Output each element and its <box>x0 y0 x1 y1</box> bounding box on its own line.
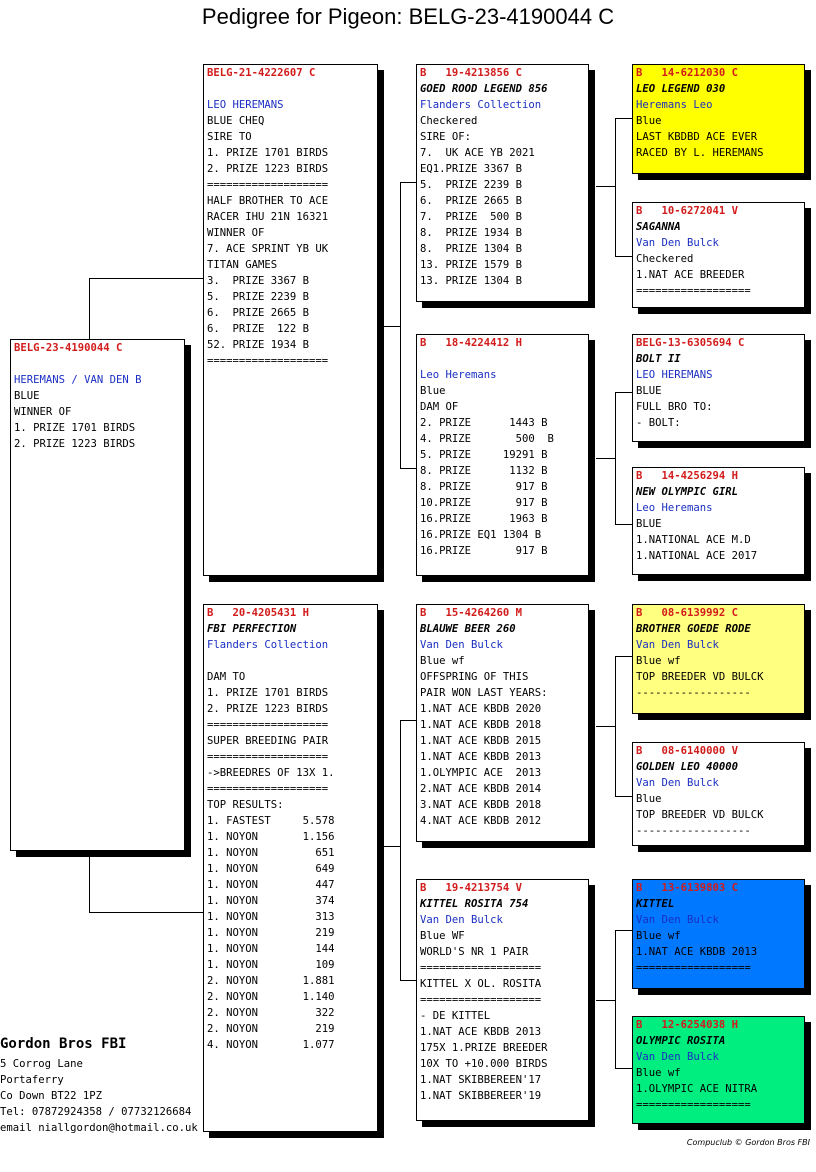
subject-card <box>10 339 185 851</box>
card-line: 16.PRIZE EQ1 1304 B <box>420 529 542 541</box>
card-line: LAST KBDBD ACE EVER <box>636 131 758 143</box>
owner-contact <box>0 1034 198 1136</box>
card-line: 7. PRIZE 500 B <box>420 211 523 223</box>
connector-line <box>400 980 417 981</box>
card-line: 2. NOYON 1.881 <box>207 975 335 987</box>
card-line: Blue wf <box>636 655 681 667</box>
card-line: 16.PRIZE 1963 B <box>420 513 548 525</box>
connector-line <box>615 524 633 525</box>
pigeon-name: SAGANNA <box>636 221 681 233</box>
breeder-name: Van Den Bulck <box>420 914 503 926</box>
card-line: ================== <box>636 285 751 297</box>
dam-sire-card <box>416 604 589 842</box>
pigeon-name: BLAUWE BEER 260 <box>420 623 516 635</box>
ring-number: B 19-4213754 V <box>420 882 523 894</box>
card-line: 1.NAT ACE KBDB 2013 <box>420 751 542 763</box>
card-line: FULL BRO TO: <box>636 401 713 413</box>
connector-line <box>384 846 400 847</box>
card-line: =================== <box>420 994 542 1006</box>
owner-phone: Tel: 07872924358 / 07732126684 <box>0 1106 192 1118</box>
card-line: DAM OF <box>420 401 459 413</box>
connector-line <box>615 930 616 1068</box>
dam-sire-dam-card <box>632 742 805 846</box>
connector-line <box>89 912 204 913</box>
connector-line <box>596 726 615 727</box>
card-line: 1. NOYON 219 <box>207 927 335 939</box>
card-line: 1. NOYON 313 <box>207 911 335 923</box>
pigeon-name <box>207 81 374 97</box>
card-line: 1. NOYON 144 <box>207 943 335 955</box>
card-line: 1.NAT ACE BREEDER <box>636 269 745 281</box>
card-line: 5. PRIZE 2239 B <box>420 179 523 191</box>
card-line: 16.PRIZE 917 B <box>420 545 548 557</box>
sire-dam-card <box>416 334 589 576</box>
ring-number: B 14-6212030 C <box>636 67 739 79</box>
connector-line <box>596 186 615 187</box>
breeder-name: Van Den Bulck <box>420 639 503 651</box>
breeder-name: Van Den Bulck <box>636 639 719 651</box>
card-line: PAIR WON LAST YEARS: <box>420 687 548 699</box>
connector-line <box>615 392 633 393</box>
owner-email: email niallgordon@hotmail.co.uk <box>0 1122 198 1134</box>
sire-card <box>203 64 378 576</box>
pigeon-name: GOED ROOD LEGEND 856 <box>420 83 548 95</box>
dam-dam-card <box>416 879 589 1121</box>
connector-line <box>400 720 417 721</box>
ring-number: BELG-23-4190044 C <box>14 342 123 354</box>
card-line: =================== <box>420 962 542 974</box>
card-line: 175X 1.PRIZE BREEDER <box>420 1042 548 1054</box>
connector-line <box>615 118 616 256</box>
connector-line <box>400 720 401 980</box>
dam-sire-sire-card <box>632 604 805 714</box>
card-line: HEREMANS / VAN DEN B <box>14 374 142 386</box>
connector-line <box>615 256 633 257</box>
ring-number: B 10-6272041 V <box>636 205 739 217</box>
card-line: 1.NAT ACE KBDB 2013 <box>636 946 758 958</box>
card-line: BLUE <box>636 385 662 397</box>
pigeon-name: GOLDEN LEO 40000 <box>636 761 739 773</box>
card-line: Checkered <box>636 253 694 265</box>
card-line: 2. PRIZE 1443 B <box>420 417 548 429</box>
card-line: 8. PRIZE 1934 B <box>420 227 523 239</box>
ring-number: BELG-21-4222607 C <box>207 67 316 79</box>
dam-card <box>203 604 378 1132</box>
card-line: 13. PRIZE 1304 B <box>420 275 523 287</box>
card-line: 1. PRIZE 1701 BIRDS <box>14 422 136 434</box>
card-line: 1. NOYON 109 <box>207 959 335 971</box>
connector-line <box>615 118 633 119</box>
card-line <box>14 356 181 372</box>
breeder-name: LEO HEREMANS <box>207 99 284 111</box>
card-line: - DE KITTEL <box>420 1010 491 1022</box>
card-line: ------------------ <box>636 825 751 837</box>
card-line: 1.NAT SKIBBEREER'19 <box>420 1090 542 1102</box>
ring-number: B 08-6140000 V <box>636 745 739 757</box>
card-line: 1.NATIONAL ACE M.D <box>636 534 751 546</box>
card-line: =================== <box>207 751 329 763</box>
card-line: RACED BY L. HEREMANS <box>636 147 764 159</box>
card-line: TOP RESULTS: <box>207 799 284 811</box>
card-line: EQ1.PRIZE 3367 B <box>420 163 523 175</box>
card-line: 1.NAT ACE KBDB 2020 <box>420 703 542 715</box>
connector-line <box>400 468 417 469</box>
card-line: 1.NATIONAL ACE 2017 <box>636 550 758 562</box>
card-line: SUPER BREEDING PAIR <box>207 735 329 747</box>
card-line: 4. PRIZE 500 B <box>420 433 554 445</box>
card-line: Blue wf <box>636 1067 681 1079</box>
owner-address-line: Co Down BT22 1PZ <box>0 1090 103 1102</box>
card-line: Blue wf <box>636 930 681 942</box>
card-line: TOP BREEDER VD BULCK <box>636 809 764 821</box>
card-line: 3. PRIZE 3367 B <box>207 275 310 287</box>
card-line: 2. PRIZE 1223 BIRDS <box>207 163 329 175</box>
ring-number: B 19-4213856 C <box>420 67 523 79</box>
card-line: DAM TO <box>207 671 246 683</box>
sire-sire-dam-card <box>632 202 805 308</box>
card-line: 8. PRIZE 917 B <box>420 481 548 493</box>
sire-dam-sire-card <box>632 334 805 442</box>
card-line: 8. PRIZE 1132 B <box>420 465 548 477</box>
card-line: TITAN GAMES <box>207 259 278 271</box>
connector-line <box>596 1000 615 1001</box>
card-line: 1.NAT ACE KBDB 2015 <box>420 735 542 747</box>
card-line: - BOLT: <box>636 417 681 429</box>
card-line: 1. NOYON 649 <box>207 863 335 875</box>
card-line: 5. PRIZE 2239 B <box>207 291 310 303</box>
card-line: 2. PRIZE 1223 BIRDS <box>14 438 136 450</box>
card-line: ================== <box>636 1099 751 1111</box>
card-line <box>207 653 374 669</box>
card-line: 6. PRIZE 122 B <box>207 323 310 335</box>
card-line: 1.NAT ACE KBDB 2018 <box>420 719 542 731</box>
footer-credit: Compuclub © Gordon Bros FBI <box>686 1138 810 1147</box>
card-line: OFFSPRING OF THIS <box>420 671 529 683</box>
card-line: 1.NAT ACE KBDB 2013 <box>420 1026 542 1038</box>
card-line: HALF BROTHER TO ACE <box>207 195 329 207</box>
connector-line <box>615 656 633 657</box>
card-line: 2. NOYON 219 <box>207 1023 335 1035</box>
breeder-name: Flanders Collection <box>420 99 542 111</box>
card-line: BLUE <box>636 518 662 530</box>
connector-line <box>400 182 417 183</box>
ring-number: BELG-13-6305694 C <box>636 337 745 349</box>
card-line: =================== <box>207 355 329 367</box>
breeder-name: Leo Heremans <box>420 369 497 381</box>
card-line: 13. PRIZE 1579 B <box>420 259 523 271</box>
connector-line <box>384 326 400 327</box>
card-line: 2.NAT ACE KBDB 2014 <box>420 783 542 795</box>
card-line: Blue <box>636 793 662 805</box>
card-line: Blue <box>636 115 662 127</box>
connector-line <box>615 796 633 797</box>
breeder-name: Van Den Bulck <box>636 914 719 926</box>
breeder-name: Van Den Bulck <box>636 237 719 249</box>
card-line: 4.NAT ACE KBDB 2012 <box>420 815 542 827</box>
card-line: 7. UK ACE YB 2021 <box>420 147 535 159</box>
card-line: BLUE <box>14 390 40 402</box>
card-line: ================== <box>636 962 751 974</box>
connector-line <box>400 182 401 468</box>
card-line: RACER IHU 21N 16321 <box>207 211 329 223</box>
ring-number: B 15-4264260 M <box>420 607 523 619</box>
card-line: 6. PRIZE 2665 B <box>207 307 310 319</box>
card-line: 7. ACE SPRINT YB UK <box>207 243 329 255</box>
sire-dam-dam-card <box>632 467 805 575</box>
card-line: Blue WF <box>420 930 465 942</box>
card-line: 10X TO +10.000 BIRDS <box>420 1058 548 1070</box>
card-line: SIRE OF: <box>420 131 472 143</box>
card-line: =================== <box>207 783 329 795</box>
breeder-name: Flanders Collection <box>207 639 329 651</box>
breeder-name: Heremans Leo <box>636 99 713 111</box>
card-line: 52. PRIZE 1934 B <box>207 339 310 351</box>
card-line: 8. PRIZE 1304 B <box>420 243 523 255</box>
card-line: TOP BREEDER VD BULCK <box>636 671 764 683</box>
card-line: 1. NOYON 1.156 <box>207 831 335 843</box>
pigeon-name: LEO LEGEND 030 <box>636 83 726 95</box>
card-line: WORLD'S NR 1 PAIR <box>420 946 529 958</box>
owner-name: Gordon Bros FBI <box>0 1036 127 1052</box>
card-line: 1. NOYON 651 <box>207 847 335 859</box>
pigeon-name: KITTEL <box>636 898 675 910</box>
pigeon-name: BROTHER GOEDE RODE <box>636 623 751 635</box>
pigeon-name: NEW OLYMPIC GIRL <box>636 486 739 498</box>
connector-line <box>89 852 90 912</box>
card-line: ------------------ <box>636 687 751 699</box>
dam-dam-dam-card <box>632 1016 805 1124</box>
pigeon-name: FBI PERFECTION <box>207 623 297 635</box>
card-line: 1.NAT SKIBBEREEN'17 <box>420 1074 542 1086</box>
ring-number: B 18-4224412 H <box>420 337 523 349</box>
connector-line <box>615 656 616 796</box>
ring-number: B 13-6139803 C <box>636 882 739 894</box>
ring-number: B 14-4256294 H <box>636 470 739 482</box>
card-line: BLUE CHEQ <box>207 115 265 127</box>
card-line: WINNER OF <box>207 227 265 239</box>
breeder-name: Van Den Bulck <box>636 777 719 789</box>
card-line: 4. NOYON 1.077 <box>207 1039 335 1051</box>
pigeon-name <box>420 351 585 367</box>
card-line: WINNER OF <box>14 406 72 418</box>
card-line: =================== <box>207 179 329 191</box>
card-line: 1. PRIZE 1701 BIRDS <box>207 147 329 159</box>
card-line: KITTEL X OL. ROSITA <box>420 978 542 990</box>
connector-line <box>596 458 615 459</box>
owner-address-line: 5 Corrog Lane <box>0 1058 83 1070</box>
pigeon-name: OLYMPIC ROSITA <box>636 1035 726 1047</box>
breeder-name: Van Den Bulck <box>636 1051 719 1063</box>
ring-number: B 20-4205431 H <box>207 607 310 619</box>
card-line: 1. PRIZE 1701 BIRDS <box>207 687 329 699</box>
card-line: 1.OLYMPIC ACE NITRA <box>636 1083 758 1095</box>
sire-sire-card <box>416 64 589 302</box>
card-line: 2. NOYON 1.140 <box>207 991 335 1003</box>
connector-line <box>615 1068 633 1069</box>
card-line: 10.PRIZE 917 B <box>420 497 548 509</box>
page-title: Pedigree for Pigeon: BELG-23-4190044 C <box>201 4 615 29</box>
breeder-name: LEO HEREMANS <box>636 369 713 381</box>
card-line: 1. NOYON 374 <box>207 895 335 907</box>
connector-line <box>615 392 616 524</box>
card-line: 2. NOYON 322 <box>207 1007 335 1019</box>
connector-line <box>89 278 90 340</box>
ring-number: B 12-6254038 H <box>636 1019 739 1031</box>
card-line: Blue wf <box>420 655 465 667</box>
ring-number: B 08-6139992 C <box>636 607 739 619</box>
card-line: 2. PRIZE 1223 BIRDS <box>207 703 329 715</box>
card-line: 6. PRIZE 2665 B <box>420 195 523 207</box>
card-line: 1. FASTEST 5.578 <box>207 815 335 827</box>
breeder-name: Leo Heremans <box>636 502 713 514</box>
card-line: Checkered <box>420 115 478 127</box>
pigeon-name: KITTEL ROSITA 754 <box>420 898 529 910</box>
connector-line <box>89 278 204 279</box>
connector-line <box>615 930 633 931</box>
dam-dam-sire-card <box>632 879 805 989</box>
sire-sire-sire-card <box>632 64 805 174</box>
card-line: SIRE TO <box>207 131 252 143</box>
card-line: 1.OLYMPIC ACE 2013 <box>420 767 542 779</box>
card-line: 1. NOYON 447 <box>207 879 335 891</box>
card-line: 3.NAT ACE KBDB 2018 <box>420 799 542 811</box>
card-line: ->BREEDRES OF 13X 1. <box>207 767 335 779</box>
owner-address-line: Portaferry <box>0 1074 64 1086</box>
card-line: 5. PRIZE 19291 B <box>420 449 548 461</box>
card-line: Blue <box>420 385 446 397</box>
pigeon-name: BOLT II <box>636 353 681 365</box>
card-line: =================== <box>207 719 329 731</box>
